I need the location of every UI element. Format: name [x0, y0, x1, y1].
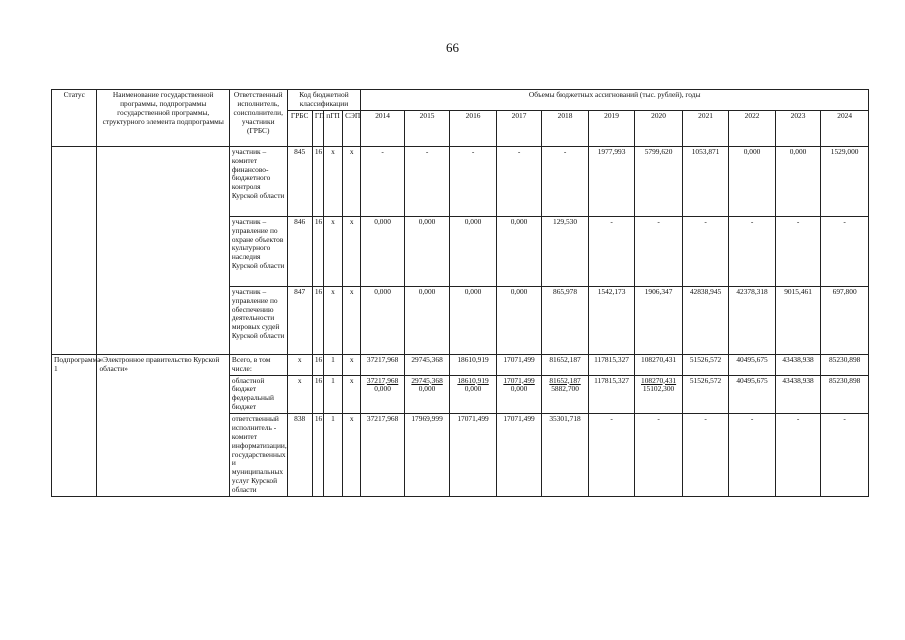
- value-cell: [542, 286, 589, 354]
- value-federal: 5882,700: [551, 384, 579, 394]
- value: 0,000: [374, 216, 391, 226]
- value: 108270,431: [641, 375, 677, 385]
- value: 0,000: [510, 286, 528, 296]
- page-number: 66: [446, 40, 459, 55]
- value-cell: [404, 414, 449, 497]
- header-code-gp: ГП: [312, 110, 323, 146]
- value: 40495,675: [736, 375, 768, 385]
- value: -: [750, 216, 754, 226]
- value: 81652,187: [549, 375, 581, 385]
- value: -: [563, 146, 567, 156]
- value: 1529,000: [830, 146, 859, 156]
- code-sep-cell: х: [343, 286, 361, 354]
- code-pgp-cell: 1: [323, 354, 342, 375]
- value-cell: [821, 146, 869, 216]
- value: -: [843, 414, 846, 423]
- value-cell: [542, 375, 589, 414]
- value-cell: [588, 216, 635, 286]
- value-cell: [775, 216, 820, 286]
- value-cell: [361, 375, 404, 414]
- value-cell: [635, 375, 683, 414]
- value: 1053,871: [691, 146, 720, 156]
- value-cell: [361, 414, 404, 497]
- name-cell: «Электронное правительство Курской области»: [97, 354, 229, 496]
- budget-table: [51, 89, 869, 497]
- value: -: [750, 414, 754, 423]
- header-year: 2017: [496, 110, 541, 146]
- value-cell: [775, 286, 820, 354]
- value: -: [610, 414, 613, 423]
- value: 0,000: [464, 286, 482, 296]
- header-code-grbs: ГРБС: [287, 110, 312, 146]
- value-cell: [542, 414, 589, 497]
- code-pgp-cell: х: [323, 146, 342, 216]
- value-cell: [682, 375, 729, 414]
- value-cell: [588, 286, 635, 354]
- value-cell: [404, 375, 449, 414]
- value-cell: [729, 146, 776, 216]
- value-cell: [821, 286, 869, 354]
- value-cell: [729, 414, 776, 497]
- value: 17071,499: [503, 414, 535, 423]
- value: 42838,945: [689, 286, 722, 296]
- value-cell: [361, 216, 404, 286]
- value: 85230,898: [828, 375, 861, 385]
- value-cell: [450, 216, 497, 286]
- value-cell: [404, 146, 449, 216]
- value: -: [796, 216, 800, 226]
- code-gp-cell: 16: [312, 146, 323, 216]
- code-gp-cell: 16: [312, 286, 323, 354]
- value-cell: [496, 354, 541, 375]
- value-cell: [775, 354, 820, 375]
- code-grbs-cell: 838: [287, 414, 312, 497]
- executor-cell: участник – управление по обеспечению деятельности мировых судей Курской области: [229, 286, 287, 354]
- value-cell: [682, 146, 729, 216]
- value: 85230,898: [828, 354, 861, 364]
- table-row: [52, 354, 869, 375]
- value-cell: [635, 354, 683, 375]
- value: -: [517, 146, 521, 156]
- value: 43438,938: [782, 375, 814, 385]
- value-cell: [729, 375, 776, 414]
- value-cell: [450, 354, 497, 375]
- value: -: [704, 414, 707, 423]
- value: -: [704, 216, 707, 226]
- value-cell: [404, 354, 449, 375]
- header-volumes: Объемы бюджетных ассигнований (тыс. рублей), годы: [361, 90, 869, 111]
- table-row: [52, 146, 869, 216]
- value: 42378,318: [736, 286, 768, 296]
- value: 81652,187: [549, 354, 581, 364]
- value-cell: [588, 375, 635, 414]
- value: -: [657, 216, 660, 226]
- executor-cell: областной бюджет федеральный бюджет: [229, 375, 287, 414]
- code-grbs-cell: 846: [287, 216, 312, 286]
- value-cell: [635, 414, 683, 497]
- code-gp-cell: 16: [312, 354, 323, 375]
- header-year: 2015: [404, 110, 449, 146]
- code-pgp-cell: х: [323, 286, 342, 354]
- value: -: [425, 146, 429, 156]
- value: 37217,968: [366, 375, 399, 385]
- value: 37217,968: [366, 414, 399, 423]
- code-pgp-cell: х: [323, 216, 342, 286]
- value: 0,000: [510, 216, 528, 226]
- value-cell: [404, 216, 449, 286]
- value: 18610,919: [457, 354, 489, 364]
- executor-cell: участник – управление по охране объектов культурного наследия Курской области: [229, 216, 287, 286]
- value: 1977,993: [597, 146, 626, 156]
- header-year: 2018: [542, 110, 589, 146]
- value-cell: [682, 354, 729, 375]
- code-sep-cell: х: [343, 354, 361, 375]
- value-federal: 0,000: [464, 384, 482, 394]
- value: 108270,431: [641, 354, 677, 364]
- value-cell: [635, 216, 683, 286]
- value: 5799,620: [644, 146, 673, 156]
- value-cell: [775, 146, 820, 216]
- value-cell: [682, 216, 729, 286]
- value-cell: [635, 146, 683, 216]
- status-cell: Подпрограмма 1: [52, 354, 97, 496]
- value: 0,000: [789, 146, 807, 156]
- value: -: [796, 414, 800, 423]
- status-cell: [52, 146, 97, 354]
- code-gp-cell: 16: [312, 216, 323, 286]
- code-pgp-cell: 1: [323, 375, 342, 414]
- value: 865,978: [553, 286, 578, 296]
- value-federal: 0,000: [510, 384, 528, 394]
- value: -: [471, 146, 475, 156]
- code-grbs-cell: 847: [287, 286, 312, 354]
- header-year: 2020: [635, 110, 683, 146]
- header-code-group: Код бюджетной классификации: [287, 90, 361, 111]
- value-cell: [821, 354, 869, 375]
- value-cell: [588, 354, 635, 375]
- value: 1542,173: [597, 286, 626, 296]
- value-cell: [542, 354, 589, 375]
- value: 17071,499: [503, 354, 535, 364]
- value-cell: [496, 216, 541, 286]
- value-cell: [450, 286, 497, 354]
- header-year: 2016: [450, 110, 497, 146]
- value-cell: [729, 216, 776, 286]
- value: 35301,718: [549, 414, 581, 423]
- code-sep-cell: х: [343, 375, 361, 414]
- header-executor: Ответственный исполнитель, соисполнители, участники (ГРБС): [229, 90, 287, 147]
- value: -: [657, 414, 660, 423]
- code-sep-cell: х: [343, 216, 361, 286]
- code-pgp-cell: 1: [323, 414, 342, 497]
- header-year: 2021: [682, 110, 729, 146]
- value: 0,000: [418, 216, 436, 226]
- value: 0,000: [418, 286, 436, 296]
- value-cell: [682, 286, 729, 354]
- value-cell: [588, 146, 635, 216]
- header-code-sep: СЭП: [343, 110, 361, 146]
- value-cell: [821, 375, 869, 414]
- value: 37217,968: [366, 354, 399, 364]
- executor-cell: ответственный исполнитель - комитет информатизации, государственных и муниципальных услуг Курской области: [229, 414, 287, 497]
- value: 117815,327: [594, 375, 629, 385]
- value: 697,800: [832, 286, 857, 296]
- executor-cell: участник – комитет финансово-бюджетного контроля Курской области: [229, 146, 287, 216]
- header-year: 2023: [775, 110, 820, 146]
- value: 29745,368: [411, 375, 443, 385]
- value-cell: [361, 354, 404, 375]
- header-name: Наименование государственной программы, подпрограммы государственной программы, структурного элемента подпрограммы: [97, 90, 229, 147]
- value: 51526,572: [689, 354, 722, 364]
- value-federal: 15102,300: [642, 384, 675, 394]
- value: 0,000: [464, 216, 482, 226]
- value-cell: [496, 414, 541, 497]
- value: 9015,461: [784, 286, 812, 296]
- value-federal: 0,000: [374, 384, 391, 394]
- value: 51526,572: [689, 375, 722, 385]
- value-cell: [542, 216, 589, 286]
- value-cell: [450, 146, 497, 216]
- header-year: 2022: [729, 110, 776, 146]
- code-grbs-cell: х: [287, 375, 312, 414]
- value-federal: 0,000: [418, 384, 436, 394]
- value-cell: [450, 414, 497, 497]
- code-gp-cell: 16: [312, 414, 323, 497]
- executor-cell: Всего, в том числе:: [229, 354, 287, 375]
- value: 1906,347: [644, 286, 673, 296]
- value: 117815,327: [594, 354, 629, 364]
- value-cell: [404, 286, 449, 354]
- header-year: 2019: [588, 110, 635, 146]
- header-year: 2014: [361, 110, 404, 146]
- value-cell: [588, 414, 635, 497]
- value: 17071,499: [503, 375, 535, 385]
- value-cell: [496, 286, 541, 354]
- value: 0,000: [374, 286, 391, 296]
- value: 43438,938: [782, 354, 814, 364]
- code-grbs-cell: х: [287, 354, 312, 375]
- value-cell: [729, 286, 776, 354]
- value: 29745,368: [411, 354, 443, 364]
- value: 17071,499: [457, 414, 489, 423]
- table-body: [52, 146, 869, 496]
- value-cell: [775, 414, 820, 497]
- value: 40495,675: [736, 354, 768, 364]
- value-cell: [542, 146, 589, 216]
- value-cell: [496, 375, 541, 414]
- value-cell: [682, 414, 729, 497]
- name-cell: [97, 146, 229, 354]
- code-sep-cell: х: [343, 146, 361, 216]
- value-cell: [361, 146, 404, 216]
- value-cell: [361, 286, 404, 354]
- value-cell: [729, 354, 776, 375]
- code-grbs-cell: 845: [287, 146, 312, 216]
- value: -: [610, 216, 613, 226]
- value: 0,000: [743, 146, 761, 156]
- value-cell: [821, 216, 869, 286]
- value-cell: [496, 146, 541, 216]
- value-cell: [635, 286, 683, 354]
- value: -: [381, 146, 384, 156]
- value-cell: [775, 375, 820, 414]
- code-gp-cell: 16: [312, 375, 323, 414]
- value-cell: [821, 414, 869, 497]
- code-sep-cell: х: [343, 414, 361, 497]
- header-year: 2024: [821, 110, 869, 146]
- header-status: Статус: [52, 90, 97, 147]
- header-code-pgp: пГП: [323, 110, 342, 146]
- value: 18610,919: [457, 375, 489, 385]
- value: 17969,999: [411, 414, 443, 423]
- value-cell: [450, 375, 497, 414]
- value: -: [843, 216, 846, 226]
- value: 129,530: [553, 216, 578, 226]
